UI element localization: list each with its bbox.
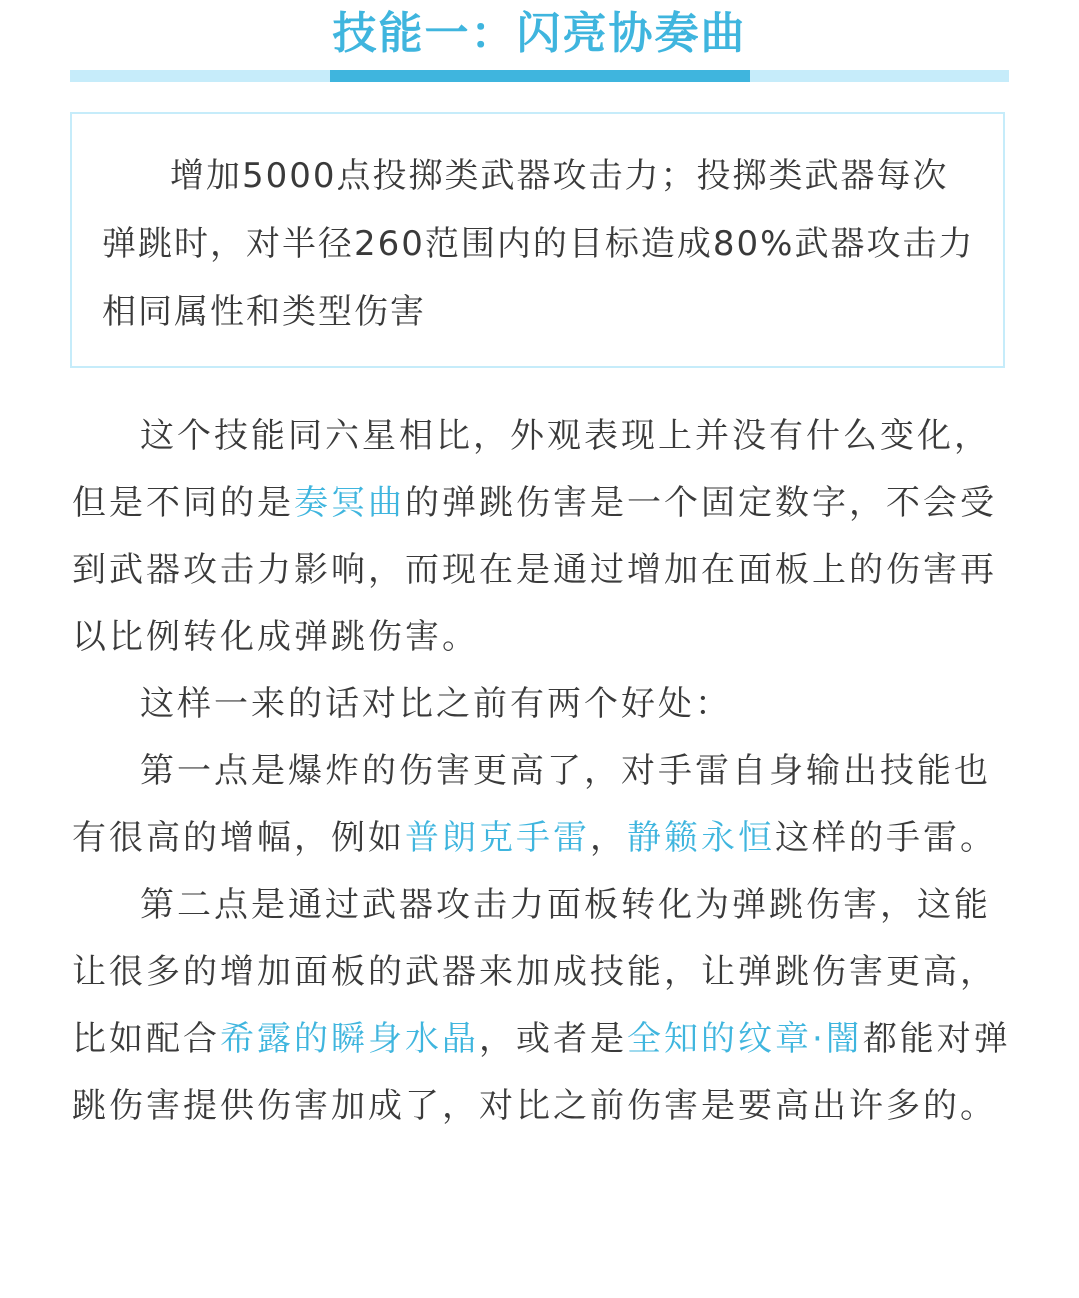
link-omniscient-emblem[interactable]: 全知的纹章·闇 <box>627 1019 863 1059</box>
section-title: 技能一：闪亮协奏曲 <box>332 8 747 59</box>
skill-description-text: 增加5000点投掷类武器攻击力；投掷类武器每次弹跳时，对半径260范围内的目标造成80%武器攻击力相同属性和类型伤害 <box>102 156 975 332</box>
paragraph-1 <box>72 403 1012 671</box>
paragraph-1-text-a: 这个技能同六星相比，外观表现上并没有什么变化，但是不同的是 <box>72 416 991 523</box>
paragraph-4-text-b: 都能对弹跳伤害提供伤害加成了，对比之前伤害是要高出许多的。 <box>72 1019 1011 1126</box>
title-underline-accent <box>330 70 750 82</box>
link-xilu-crystal[interactable]: 希露的瞬身水晶 <box>220 1019 479 1059</box>
paragraph-1-text-b: 的弹跳伤害是一个固定数字，不会受到武器攻击力影响，而现在是通过增加在面板上的伤害再以比例转化成弹跳伤害。 <box>72 483 997 657</box>
article-body <box>72 403 1012 1140</box>
link-jinglai-yongheng[interactable]: 静籁永恒 <box>627 818 775 858</box>
link-planck-grenade[interactable]: 普朗克手雷 <box>405 818 590 858</box>
paragraph-2: 这样一来的话对比之前有两个好处： <box>140 684 732 724</box>
link-zoumingqu[interactable]: 奏冥曲 <box>294 483 405 523</box>
paragraph-3-separator: ， <box>590 818 627 858</box>
paragraph-3-text-b: 这样的手雷。 <box>775 818 997 858</box>
paragraph-4 <box>72 872 1012 1140</box>
paragraph-3-text-a: 第一点是爆炸的伤害更高了，对手雷自身输出技能也有很高的增幅，例如 <box>72 751 991 858</box>
paragraph-4-text-a: 第二点是通过武器攻击力面板转化为弹跳伤害，这能让很多的增加面板的武器来加成技能，让弹跳伤害更高，比如配合 <box>72 885 997 1059</box>
paragraph-3 <box>72 738 1012 872</box>
paragraph-4-text-mid: ，或者是 <box>479 1019 627 1059</box>
